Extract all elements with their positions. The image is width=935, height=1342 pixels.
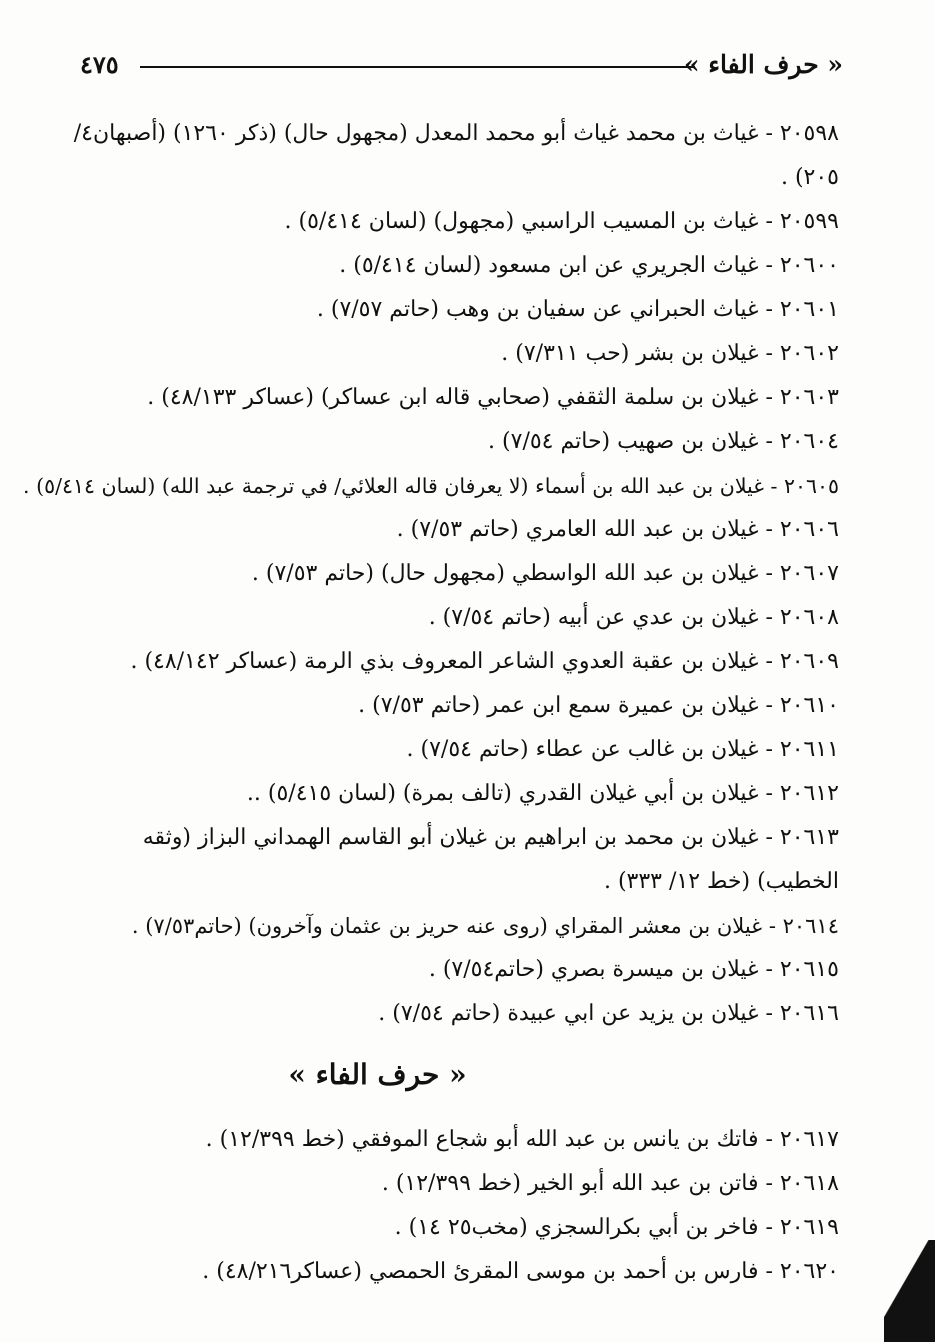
page-edge-shadow — [884, 1240, 935, 1342]
entry: ٢٠٦١٠ - غيلان بن عميرة سمع ابن عمر (حاتم ٧/٥٣) . — [358, 693, 839, 718]
entry: ٢٠٦١٢ - غيلان بن أبي غيلان القدري (تالف بمرة) (لسان ٥/٤١٥) .. — [246, 781, 839, 806]
entry: ٢٠٦١٩ - فاخر بن أبي بكرالسجزي (مخب٢٥ ١٤) . — [394, 1215, 839, 1240]
entry: ٢٠٦٠٧ - غيلان بن عبد الله الواسطي (مجهول حال) (حاتم ٧/٥٣) . — [251, 561, 839, 586]
header-rule — [140, 66, 695, 68]
section-heading: « حرف الفاء » — [288, 1058, 467, 1091]
entry-list — [23, 112, 839, 1036]
page-number: ٤٧٥ — [80, 50, 119, 79]
entry: ٢٠٦٠٠ - غياث الجريري عن ابن مسعود (لسان ٥/٤١٤) . — [339, 253, 839, 278]
header-title: « حرف الفاء » — [683, 50, 843, 79]
entry: ٢٠٦١٥ - غيلان بن ميسرة بصري (حاتم٧/٥٤) . — [428, 957, 839, 982]
entry: ٢٠٦٢٠ - فارس بن أحمد بن موسى المقرئ الحمصي (عساكر٤٨/٢١٦) . — [202, 1259, 839, 1284]
entry: ٢٠٦١٨ - فاتن بن عبد الله أبو الخير (خط ١٢/٣٩٩) . — [381, 1171, 839, 1196]
entry: ٢٠٦١٤ - غيلان بن معشر المقراي (روى عنه حريز بن عثمان وآخرون) (حاتم٧/٥٣) . — [131, 914, 839, 938]
running-header — [80, 44, 843, 84]
entry: ٢٠٦١١ - غيلان بن غالب عن عطاء (حاتم ٧/٥٤) . — [406, 737, 839, 762]
entry: ٢٠٦٠٤ - غيلان بن صهيب (حاتم ٧/٥٤) . — [488, 429, 839, 454]
entry-list-fa — [70, 1118, 839, 1294]
entry: ٢٠٥٩٨ - غياث بن محمد غياث أبو محمد المعدل (مجهول حال) (ذكر ١٢٦٠) (أصبهان٤/ ٢٠٥) . — [73, 121, 839, 190]
entry: ٢٠٦١٦ - غيلان بن يزيد عن ابي عبيدة (حاتم ٧/٥٤) . — [378, 1001, 839, 1026]
entry: ٢٠٦١٧ - فاتك بن يانس بن عبد الله أبو شجاع الموفقي (خط ١٢/٣٩٩) . — [205, 1127, 839, 1152]
entry: ٢٠٦١٣ - غيلان بن محمد بن ابراهيم بن غيلان أبو القاسم الهمداني البزاز (وثقه الخطيب) (خط ١٢/ ٣٣٣) . — [142, 825, 839, 894]
entry: ٢٠٦٠٩ - غيلان بن عقبة العدوي الشاعر المعروف بذي الرمة (عساكر ٤٨/١٤٢) . — [130, 649, 839, 674]
entry: ٢٠٦٠٥ - غيلان بن عبد الله بن أسماء (لا يعرفان قاله العلائي/ في ترجمة عبد الله) (لسان ٥/٤١٤) . — [23, 474, 839, 498]
entry: ٢٠٦٠٨ - غيلان بن عدي عن أبيه (حاتم ٧/٥٤) . — [428, 605, 839, 630]
entry: ٢٠٦٠٢ - غيلان بن بشر (حب ٧/٣١١) . — [501, 341, 839, 366]
entry: ٢٠٦٠٣ - غيلان بن سلمة الثقفي (صحابي قاله ابن عساكر) (عساكر ٤٨/١٣٣) . — [147, 385, 839, 410]
entry: ٢٠٦٠١ - غياث الحبراني عن سفيان بن وهب (حاتم ٧/٥٧) . — [316, 297, 839, 322]
entry: ٢٠٥٩٩ - غياث بن المسيب الراسبي (مجهول) (لسان ٥/٤١٤) . — [284, 209, 839, 234]
entry: ٢٠٦٠٦ - غيلان بن عبد الله العامري (حاتم ٧/٥٣) . — [396, 517, 839, 542]
